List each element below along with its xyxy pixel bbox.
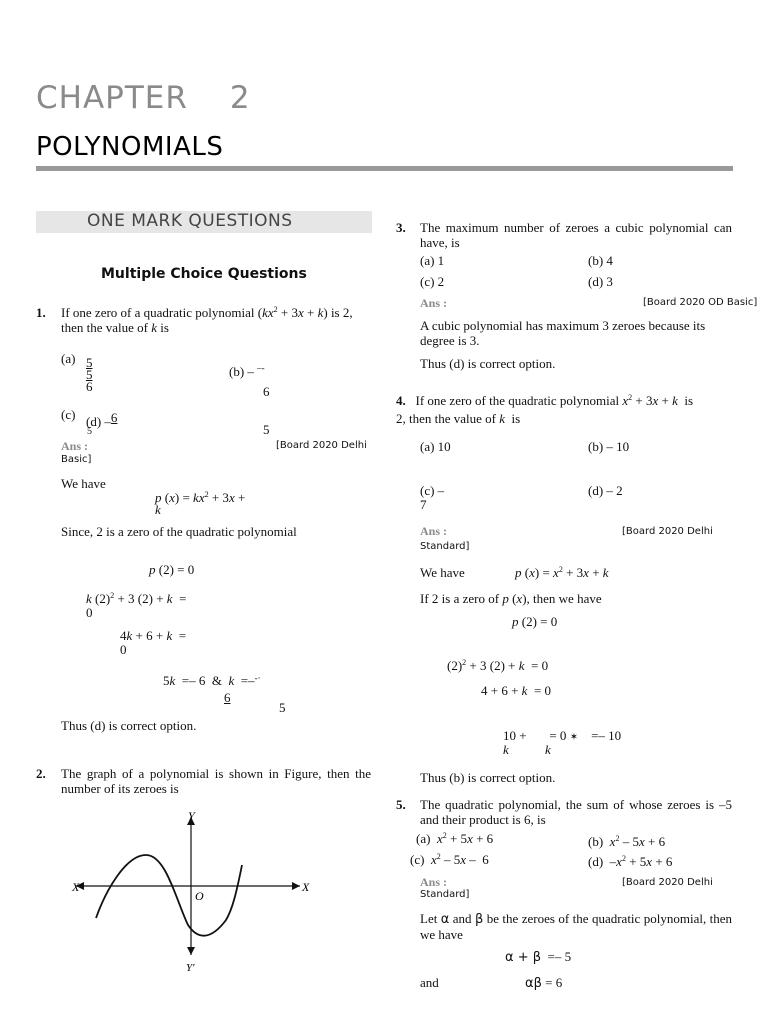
q1-option-a: (a) — [61, 351, 76, 366]
q2-graph — [66, 805, 326, 975]
q5-board-cont: Standard] — [420, 889, 470, 900]
q3-option-a: (a) 1 — [420, 253, 445, 268]
q1-option-c: (c) — [61, 407, 76, 422]
q4-option-b: (b) – 10 — [588, 439, 630, 454]
q2-number: 2. — [36, 766, 46, 781]
x-axis-arrow — [292, 882, 300, 890]
chapter-word: CHAPTER — [36, 80, 188, 116]
q3-option-d: (d) 3 — [588, 274, 613, 289]
chapter-number: 2 — [229, 80, 251, 116]
q5-ans-label: Ans : — [420, 875, 448, 889]
q1-step3-num: 6 — [224, 690, 231, 705]
q1-ans-label: Ans : — [61, 439, 89, 453]
y-label: Y — [188, 809, 195, 823]
q3-explanation: A cubic polynomial has maximum 3 zeroes because its degree is 3. — [420, 318, 706, 348]
q1-number: 1. — [36, 305, 46, 320]
q5-and: and — [420, 975, 439, 990]
q4-step2: 4 + 6 + k = 0 — [481, 683, 552, 698]
q1-poly: p $(x) = kx^2 + 3x$ + — [155, 490, 246, 505]
q5-number: 5. — [396, 797, 406, 812]
q1-thus: Thus (d) is correct option. — [61, 718, 197, 733]
q3-number: 3. — [396, 220, 406, 235]
x-neg-label: X′ — [72, 880, 82, 894]
q1-p2: p (2) = 0 — [149, 562, 195, 577]
q5-let: Let α and β be the zeroes of the quadratic polynomial, then we have — [420, 911, 733, 942]
q5-board: [Board 2020 Delhi — [622, 877, 713, 888]
q5-option-a: (a) $x^2 + 5x + 6$ — [416, 831, 494, 846]
q1-option-d-den: 5 — [263, 422, 270, 437]
title-rule — [36, 166, 733, 171]
polynomial-curve — [96, 855, 242, 936]
q1-board: [Board 2020 Delhi — [276, 440, 367, 451]
q1-step3-den: 5 — [279, 700, 286, 715]
q5-text: The quadratic polynomial, the sum of whose zeroes is –5 and their product is 6, is — [420, 797, 732, 827]
q1-we-have: We have — [61, 476, 106, 491]
q5-option-d: (d) $-x^2 + 5x + 6$ — [588, 854, 673, 869]
chapter-title: POLYNOMIALS — [36, 132, 224, 162]
q5-sum: α + β =– 5 — [505, 949, 572, 965]
q3-board: [Board 2020 OD Basic] — [643, 297, 758, 308]
q1-option-b: (b) – –- — [229, 363, 265, 379]
q4-option-c-val: 7 — [420, 497, 427, 512]
q4-text-cont: 2, then the value of k is — [396, 411, 521, 426]
q1-option-d: (d) –6 — [86, 410, 118, 429]
q4-poly: p $(x) = x^2 + 3x + k$ — [515, 565, 609, 580]
x-label: X — [302, 880, 310, 894]
q4-if2: If 2 is a zero of p (x), then we have — [420, 591, 602, 606]
chapter-heading — [36, 80, 251, 116]
q1-option-a-fraction: 5 5 6 — [86, 355, 93, 394]
section-band-text: ONE MARK QUESTIONS — [87, 211, 293, 231]
q4-thus: Thus (b) is correct option. — [420, 770, 556, 785]
subheading: Multiple Choice Questions — [101, 266, 307, 282]
q4-board: [Board 2020 Delhi — [622, 526, 713, 537]
q4-p2: p (2) = 0 — [512, 614, 558, 629]
q4-board-cont: Standard] — [420, 541, 470, 552]
q4-ans-label: Ans : — [420, 524, 448, 538]
q5-prod: αβ = 6 — [525, 975, 563, 991]
q4-option-d: (d) – 2 — [588, 483, 623, 498]
q3-ans-label: Ans : — [420, 296, 448, 310]
q2-text: The graph of a polynomial is shown in Figure, then the number of its zeroes is — [61, 766, 371, 796]
q5-option-b: (b) $x^2 - 5x + 6$ — [588, 834, 666, 849]
y-neg-label: Y′ — [186, 962, 195, 974]
q4-step1: $(2)^2 + 3$ (2) + k = 0 — [447, 658, 549, 673]
y-neg-axis-arrow — [187, 947, 195, 955]
q3-option-b: (b) 4 — [588, 253, 613, 268]
q3-text: The maximum number of zeroes a cubic polynomial can have, is — [420, 220, 732, 250]
q3-option-c: (c) 2 — [420, 274, 445, 289]
q4-we-have: We have — [420, 565, 465, 580]
q1-since: Since, 2 is a zero of the quadratic polynomial — [61, 524, 297, 539]
q4-option-a: (a) 10 — [420, 439, 451, 454]
q4-step3: 10 + = 0 ✶ =– 10 — [503, 728, 622, 743]
q4-text: 4. If one zero of the quadratic polynomial $x^2 + 3x + k$ is — [396, 393, 694, 408]
q1-board-cont: Basic] — [61, 454, 92, 465]
q5-option-c: (c) $x^2 - 5x - 6$ — [410, 852, 489, 867]
q4-option-c: (c) – — [420, 483, 445, 498]
q1-step2: 4k + 6 + k = — [120, 628, 187, 643]
q1-option-b-den: 6 — [263, 384, 270, 399]
q3-thus: Thus (d) is correct option. — [420, 356, 556, 371]
q1-step1: k $(2)^2 + 3$ (2) + k = — [86, 591, 187, 606]
origin-label: O — [195, 889, 204, 903]
q1-text: If one zero of a quadratic polynomial $(kx^2 + 3x + k)$ is 2, then the value of k is — [61, 305, 353, 335]
q1-step3: 5k =– 6 & k =–-· — [163, 673, 261, 688]
